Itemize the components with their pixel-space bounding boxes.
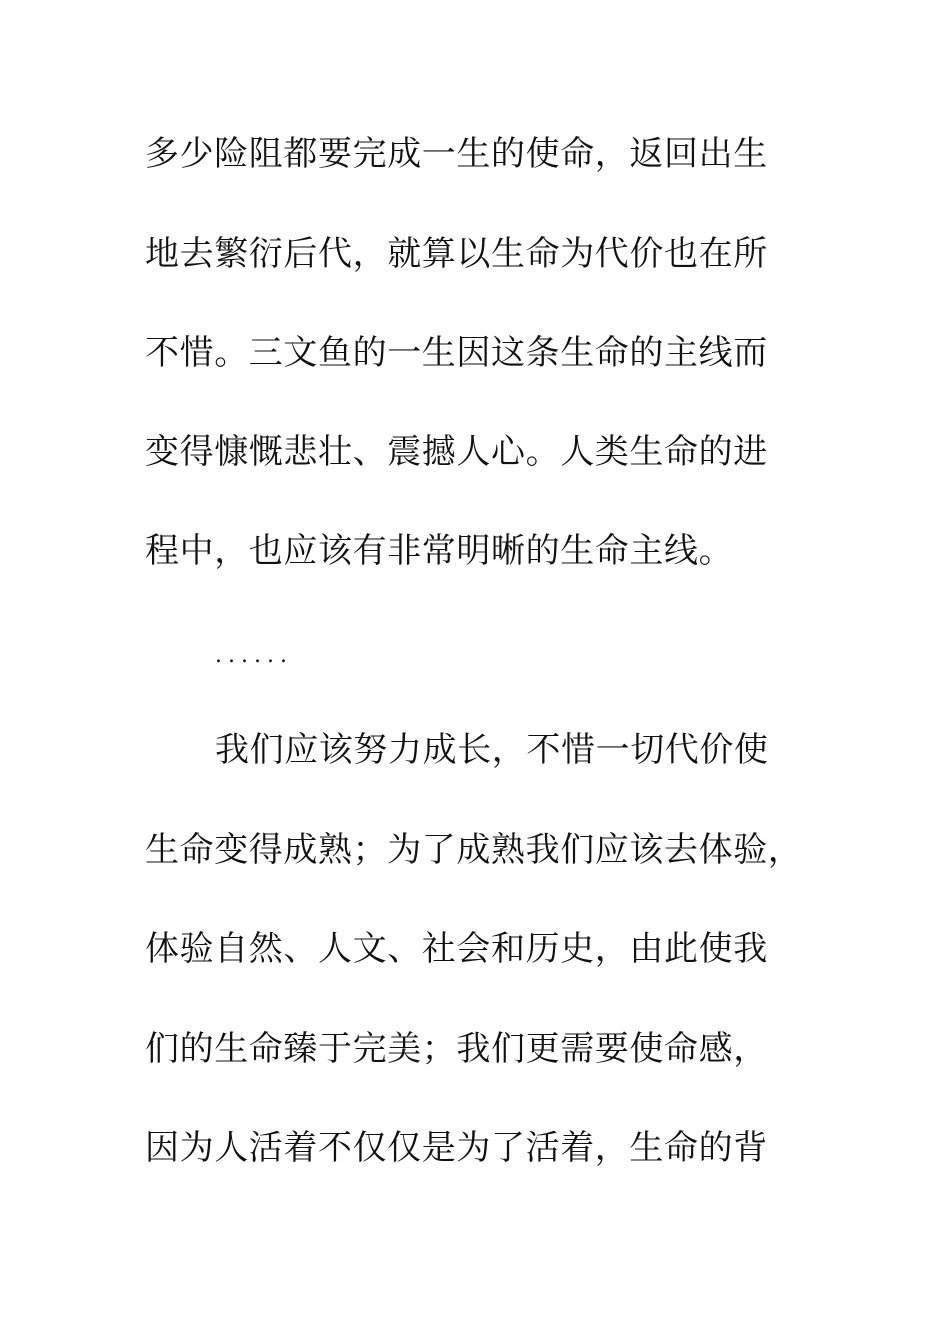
paragraph-2-line-1: 我们应该努力成长，不惜一切代价使: [215, 730, 769, 770]
ellipsis: ......: [215, 643, 293, 668]
paragraph-2-line-3: 体验自然、人文、社会和历史，由此使我: [145, 929, 768, 969]
paragraph-2-line-5: 因为人活着不仅仅是为了活着，生命的背: [145, 1128, 768, 1168]
paragraph-1-line-2: 地去繁衍后代，就算以生命为代价也在所: [145, 234, 768, 274]
paragraph-1-line-3: 不惜。三文鱼的一生因这条生命的主线而: [145, 333, 768, 373]
paragraph-1-line-4: 变得慷慨悲壮、震撼人心。人类生命的进: [145, 432, 768, 472]
paragraph-1-line-5: 程中，也应该有非常明晰的生命主线。: [145, 531, 734, 571]
paragraph-2-line-4: 们的生命臻于完美；我们更需要使命感，: [145, 1029, 768, 1069]
paragraph-1-line-1: 多少险阻都要完成一生的使命，返回出生: [145, 134, 768, 174]
paragraph-2-line-2: 生命变得成熟；为了成熟我们应该去体验，: [145, 830, 803, 870]
